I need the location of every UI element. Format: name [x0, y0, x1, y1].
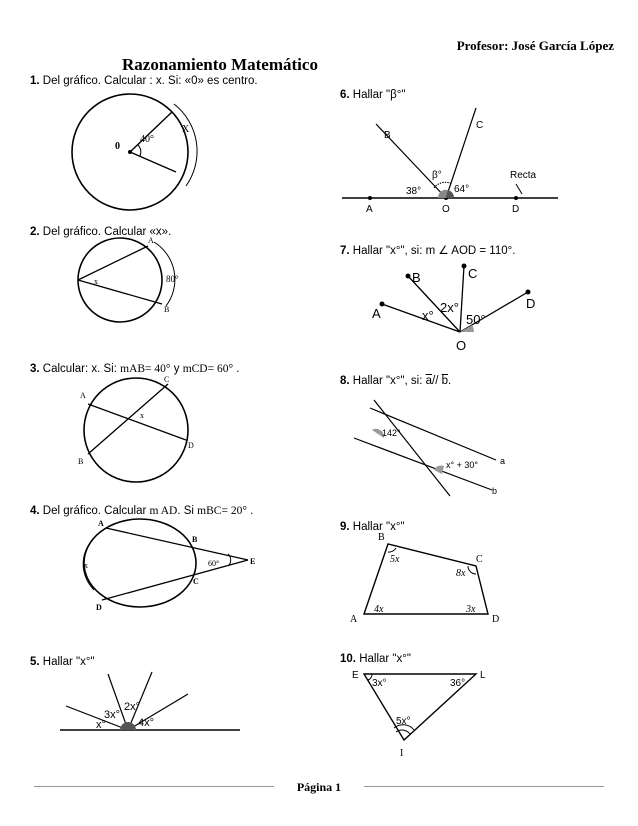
- problem-6-figure: [336, 104, 562, 216]
- p2-b-label: B: [164, 305, 170, 314]
- p5-x-label: x°: [96, 719, 106, 731]
- problem-2-statement: 2. Del gráfico. Calcular «x».: [30, 226, 172, 238]
- p10-i-label: I: [400, 748, 404, 759]
- p9-angle-c: 8x: [456, 568, 466, 579]
- p3-d-label: D: [188, 441, 194, 450]
- p4-a-label: A: [98, 519, 104, 528]
- problem-9-figure: [344, 528, 514, 628]
- p7-o-label: O: [456, 338, 467, 352]
- p6-angle2-label: 64°: [454, 184, 470, 195]
- p1-arc-label: X: [182, 124, 190, 135]
- p2-x-label: x: [94, 277, 98, 286]
- p8-a-label: a: [500, 456, 506, 466]
- p3-x-label: x: [140, 411, 144, 420]
- p4-b-label: B: [192, 535, 198, 544]
- p1-center-label: 0: [115, 141, 120, 152]
- p7-2x-label: 2x°: [440, 300, 459, 315]
- p4-d-label: D: [96, 603, 102, 612]
- p9-c-label: C: [476, 554, 483, 565]
- problem-7-figure: [362, 256, 552, 352]
- p7-a-label: A: [372, 306, 381, 321]
- p7-d-label: D: [526, 296, 536, 311]
- problem-10-figure: [344, 664, 504, 760]
- p2-arc-label: 80°: [166, 274, 179, 284]
- p7-angle-label: 50°: [466, 312, 486, 327]
- p5-2x-label: 2x°: [124, 701, 141, 713]
- p1-angle-label: 40°: [140, 134, 154, 145]
- p6-b-label: B: [384, 130, 391, 141]
- problem-5-figure: [56, 668, 246, 738]
- p6-angle1-label: 38°: [406, 186, 422, 197]
- p4-angle-label: 60°: [208, 559, 220, 568]
- problem-3-figure: [76, 372, 206, 492]
- p4-x-label: x: [84, 561, 88, 570]
- p6-a-label: A: [366, 204, 373, 215]
- p10-angle-e: 3x°: [372, 678, 387, 689]
- p6-c-label: C: [476, 120, 484, 131]
- p10-l-label: L: [480, 670, 486, 681]
- p10-angle-i: 5x°: [396, 716, 411, 727]
- problem-9-statement: 9. Hallar "x°": [340, 521, 405, 533]
- p6-beta-label: β°: [432, 170, 442, 181]
- p8-b-label: b: [492, 486, 498, 496]
- problem-2-figure: [70, 234, 200, 324]
- p10-angle-l: 36°: [450, 678, 466, 689]
- p9-angle-a: 4x: [374, 604, 384, 615]
- p8-angle1-label: 142°: [382, 428, 401, 438]
- problem-8-figure: [346, 396, 516, 500]
- p6-recta-label: Recta: [510, 170, 537, 181]
- p4-e-label: E: [250, 557, 256, 566]
- p9-b-label: B: [378, 532, 385, 543]
- p4-c-label: C: [193, 577, 199, 586]
- problem-8-statement: 8. Hallar "x°", si: $\overline{a}//$ $\overline{b}$.: [340, 375, 452, 387]
- teacher-name: Profesor: José García López: [456, 38, 614, 53]
- problem-6-statement: 6. Hallar "β°": [340, 89, 406, 101]
- p6-o-label: O: [442, 204, 450, 215]
- problem-10-statement: 10. Hallar "x°": [340, 653, 411, 665]
- p5-4x-label: 4x°: [138, 717, 155, 729]
- page-number: Página 1: [296, 780, 342, 794]
- page-title: Razonamiento Matemático: [122, 55, 318, 74]
- problem-3-statement: 3. Calcular: x. Si: mAB= 40° y mCD= 60° .: [30, 363, 240, 375]
- p9-angle-b: 5x: [390, 554, 400, 565]
- problem-1-figure: [60, 90, 220, 220]
- p10-e-label: E: [352, 670, 359, 681]
- p3-a-label: A: [80, 391, 86, 400]
- p6-d-label: D: [512, 204, 520, 215]
- p3-c-label: C: [164, 375, 170, 384]
- problem-4-statement: 4. Del gráfico. Calcular m AD. Si mBC= 20° .: [30, 505, 254, 517]
- problem-4-figure: [80, 518, 270, 618]
- p7-x-label: x°: [422, 308, 434, 323]
- p9-angle-d: 3x: [466, 604, 476, 615]
- p8-angle2-label: x° + 30°: [446, 460, 478, 470]
- p7-b-label: B: [412, 270, 421, 285]
- p5-3x-label: 3x°: [104, 709, 121, 721]
- p2-a-label: A: [148, 236, 154, 245]
- p7-c-label: C: [468, 266, 478, 281]
- problem-7-statement: 7. Hallar "x°", si: m ∠ AOD = 110°.: [340, 245, 516, 257]
- p3-b-label: B: [78, 457, 84, 466]
- p9-d-label: D: [492, 614, 500, 625]
- problem-5-statement: 5. Hallar "x°": [30, 656, 95, 668]
- p9-a-label: A: [350, 614, 358, 625]
- problem-1-statement: 1. Del gráfico. Calcular : x. Si: «0» es centro.: [30, 75, 258, 87]
